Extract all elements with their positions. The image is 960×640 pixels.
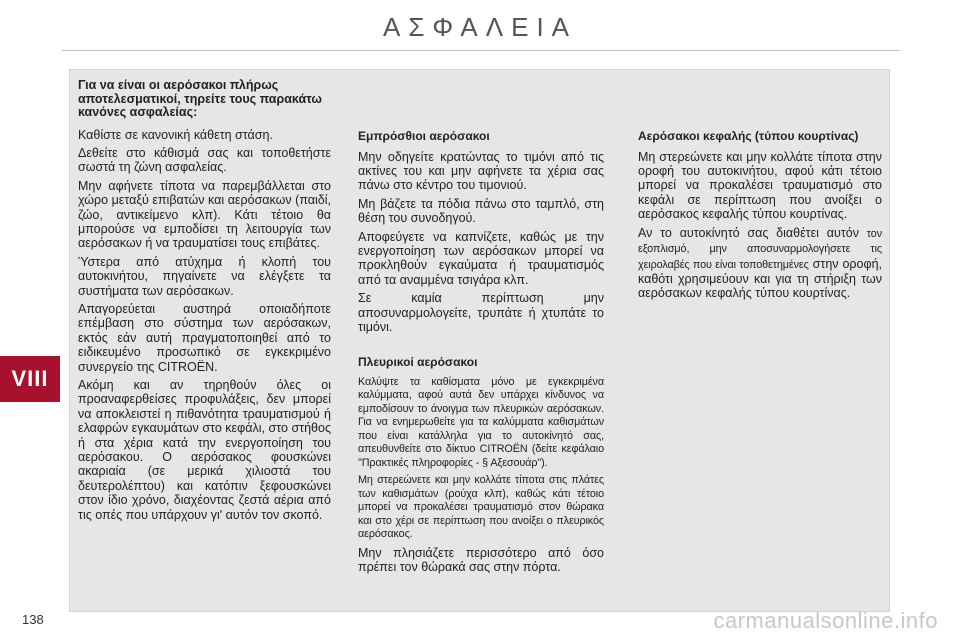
rule-paragraph: Καθίστε σε κανονική κάθετη στάση. — [78, 127, 273, 142]
watermark: carmanualsonline.info — [713, 608, 938, 633]
front-airbags-paragraph: Μη βάζετε τα πόδια πάνω στο ταμπλό, στη θέση του συνοδηγού. — [358, 196, 604, 226]
side-airbags-paragraph: Μην πλησιάζετε περισσότερο από όσο πρέπει τον θώρακά σας στην πόρτα. — [358, 545, 604, 575]
rule-paragraph: Ακόμη και αν τηρηθούν όλες οι προαναφερθείσες προφυλάξεις, δεν μπορεί να αποκλειστεί η πιθανότητα τραυματισμού ή ελαφρών εγκαυμάτων στο κεφάλι, στο στήθος ή στα χέρια κατά την ενεργοποίηση του αερόσακου. Ο αερόσακος φουσκώνει ακαριαία (σε μερικά χιλιοστά του δευτερολέπτου) και κατόπιν ξεφουσκώνει στον ίδιο χρόνο, διαχέοντας ζεστά αέρια από τις οπές που υπάρχουν γι' αυτόν τον σκοπό. — [78, 378, 331, 522]
rule-paragraph: Απαγορεύεται αυστηρά οποιαδήποτε επέμβαση στο σύστημα των αερόσακων, εκτός εάν αυτή πραγματοποιηθεί από το ειδικευμένο προσωπικό σε εγκεκριμένο συνεργείο της CITROËN. — [78, 301, 331, 374]
column-front-side-airbags — [358, 130, 604, 579]
front-airbags-heading: Εμπρόσθιοι αερόσακοι — [358, 129, 490, 143]
curtain-airbags-lead: Αν το αυτοκίνητό σας διαθέτει αυτόν — [638, 225, 859, 240]
curtain-airbags-tail: στην οροφή, καθότι χρησιμεύουν και για τη στήριξη των αερόσακων κεφαλής τύπου κουρτίνας. — [638, 256, 882, 301]
safety-rules-heading: Για να είναι οι αερόσακοι πλήρως αποτελεσματικοί, τηρείτε τους παρακάτω κανόνες ασφαλείας: — [78, 78, 322, 119]
title-divider — [62, 50, 900, 51]
curtain-airbags-paragraph: Μη στερεώνετε και μην κολλάτε τίποτα στην οροφή του αυτοκινήτου, αφού κάτι τέτοιο μπορεί να προκαλέσει τραυματισμό στο κεφάλι σε περίπτωση που ανοίξει ο αερόσακος κεφαλής τύπου κουρτίνας. — [638, 149, 882, 222]
curtain-airbags-small: τον εξοπλισμό, μην αποσυναρμολογήσετε τις χειρολαβές που είναι τοποθετημένες — [638, 227, 882, 271]
front-airbags-paragraph: Μην οδηγείτε κρατώντας το τιμόνι από τις ακτίνες του και μην αφήνετε τα χέρια σας πάνω στο κέντρο του τιμονιού. — [358, 149, 604, 193]
column-safety-rules — [78, 79, 331, 526]
rule-paragraph: Δεθείτε στο κάθισμά σας και τοποθετήστε σωστά τη ζώνη ασφαλείας. — [78, 145, 331, 175]
page-number: 138 — [22, 612, 44, 627]
front-airbags-paragraph: Σε καμία περίπτωση μην αποσυναρμολογείτε, τρυπάτε ή χτυπάτε το τιμόνι. — [358, 291, 604, 334]
rule-paragraph: Ύστερα από ατύχημα ή κλοπή του αυτοκινήτου, πηγαίνετε να ελέγξετε τα συστήματα των αερόσακων. — [78, 254, 331, 298]
rule-paragraph: Μην αφήνετε τίποτα να παρεμβάλλεται στο χώρο μεταξύ επιβατών και αερόσακων (παιδί, ζώο, αντικείμενο κλπ). Κάτι τέτοιο θα μπορούσε να εμποδίσει τη λειτουργία των αερόσακων ή να τραυματίσει τους επιβάτες. — [78, 178, 331, 251]
column-curtain-airbags — [638, 130, 882, 305]
front-airbags-paragraph: Αποφεύγετε να καπνίζετε, καθώς με την ενεργοποίηση των αερόσακων μπορεί να προκληθούν εγκαύματα ή τραυματισμός από τα αναμμένα τσιγάρα κλπ. — [358, 229, 604, 287]
curtain-airbags-paragraph-2 — [638, 226, 882, 301]
side-airbags-heading: Πλευρικοί αερόσακοι — [358, 355, 478, 370]
content-panel — [69, 69, 890, 612]
page-title: ΑΣΦΑΛΕΙΑ — [382, 12, 578, 42]
side-airbags-note: Μη στερεώνετε και μην κολλάτε τίποτα στις πλάτες των καθισμάτων (ρούχα κλπ), καθώς κάτι τέτοιο μπορεί να προκαλέσει τραυματισμό στον θώρακα και στο χέρι σε περίπτωση που ανοίξει ο πλευρικός αερόσακος. — [358, 474, 604, 541]
side-airbags-note: Καλύψτε τα καθίσματα μόνο με εγκεκριμένα καλύμματα, αφού αυτά δεν υπάρχει κίνδυνος να εμποδίσουν το άνοιγμα των πλευρικών αερόσακων. Για να ενημερωθείτε για τα καλύμματα καθισμάτων που είναι κατάλληλα για το αυτοκίνητό σας, απευθυνθείτε στο δίκτυο CITROËN (δείτε κεφάλαιο "Πρακτικές πληροφορίες - § Αξεσουάρ"). — [358, 375, 604, 469]
curtain-airbags-heading: Αερόσακοι κεφαλής (τύπου κουρτίνας) — [638, 129, 859, 143]
chapter-tab: VIII — [0, 356, 60, 402]
